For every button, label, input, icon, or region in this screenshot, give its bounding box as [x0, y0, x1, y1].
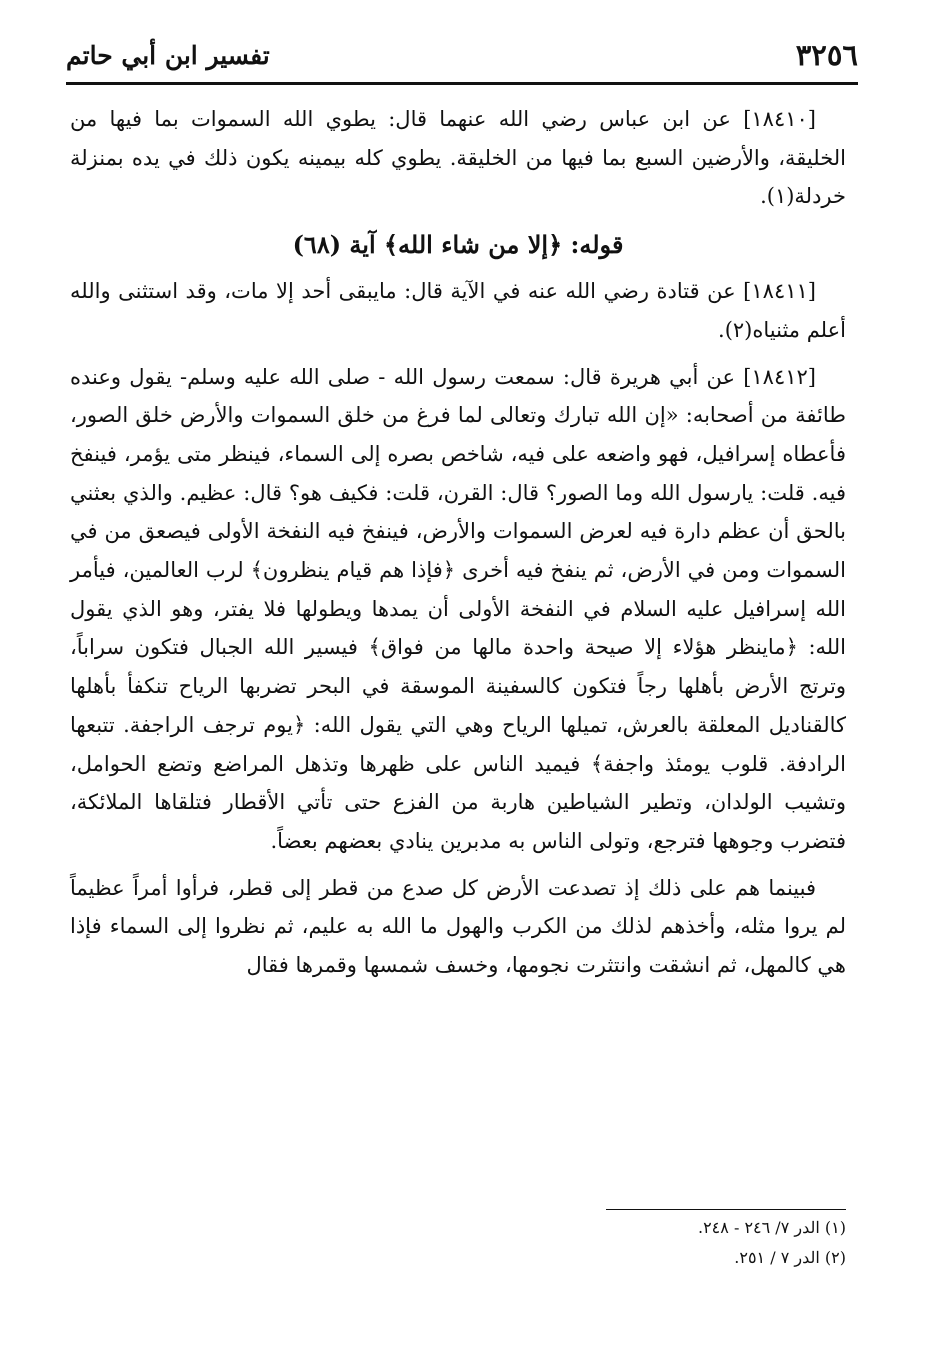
paragraph-18410: [١٨٤١٠] عن ابن عباس رضي الله عنهما قال: يطوي الله السموات بما فيها من الخليقة، والأرضين السبع بما فيها من الخليقة. يطوي كله بيمينه يكون ذلك في يده بمنزلة خردلة(١). — [70, 107, 846, 209]
page-number: ٣٢٥٦ — [795, 38, 858, 72]
paragraph-18412: [١٨٤١٢] عن أبي هريرة قال: سمعت رسول الله - صلى الله عليه وسلم- يقول وعنده طائفة من أصحابه: «إن الله تبارك وتعالى لما فرغ من خلق السموات والأرض خلق الصور، فأعطاه إسرافيل، فهو واضعه على فيه، شاخص بصره إلى السماء، فينظر متى يؤمر، فينفخ فيه. قلت: يارسول الله وما الصور؟ قال: القرن، قلت: فكيف هو؟ قال: عظيم. والذي بعثني بالحق أن عظم دارة فيه لعرض السموات والأرض، فينفخ فيه النفخة الأولى فيصعق من في السموات ومن في الأرض، ثم ينفخ فيه أخرى ﴿فإذا هم قيام ينظرون﴾ لرب العالمين، فيأمر الله إسرافيل عليه السلام في النفخة الأولى أن يمدها ويطولها فلا يفتر، وهو الذي يقول الله: ﴿ماينظر هؤلاء إلا صيحة واحدة مالها من فواق﴾ فيسير الله الجبال فتكون سراباً، وترتج الأرض بأهلها رجاً فتكون كالسفينة الموسقة في البحر تضربها الرياح تنكفأ بأهلها كالقناديل المعلقة بالعرش، تميلها الرياح وهي التي يقول الله: ﴿يوم ترجف الراجفة. تتبعها الرادفة. قلوب يومئذ واجفة﴾ فيميد الناس على ظهرها وتذهل المراضع وتضع الحوامل، وتشيب الولدان، وتطير الشياطين هاربة من الفزع حتى تأتي الأقطار فتلقاها الملائكة، فتضرب وجوهها فترجع، وتولى الناس به مدبرين ينادي بعضهم بعضاً. — [70, 364, 847, 853]
paragraph-18411: [١٨٤١١] عن قتادة رضي الله عنه في الآية قال: مايبقى أحد إلا مات، وقد استثنى والله أعلم مثنياه(٢). — [70, 279, 846, 342]
footnote-divider — [606, 1209, 846, 1210]
main-text — [70, 100, 846, 993]
footnote-2: (٢) الدر ٧ / ٢٥١. — [734, 1248, 846, 1267]
page-header — [66, 30, 858, 80]
paragraph-continuation: فبينما هم على ذلك إذ تصدعت الأرض كل صدع من قطر إلى قطر، فرأوا أمراً عظيماً لم يروا مثله، وأخذهم لذلك من الكرب والهول ما الله به عليم، ثم نظروا إلى السماء فإذا هي كالمهل، ثم انشقت وانتثرت نجومها، وخسف شمسها وقمرها فقال — [70, 875, 846, 978]
section-heading: قوله: ﴿إلا من شاء الله﴾ آية (٦٨) — [292, 230, 624, 260]
header-divider — [66, 82, 858, 85]
footnotes — [70, 1213, 846, 1273]
footnote-1: (١) الدر ٧/ ٢٤٦ - ٢٤٨. — [697, 1218, 846, 1237]
book-title: تفسير ابن أبي حاتم — [66, 40, 270, 70]
